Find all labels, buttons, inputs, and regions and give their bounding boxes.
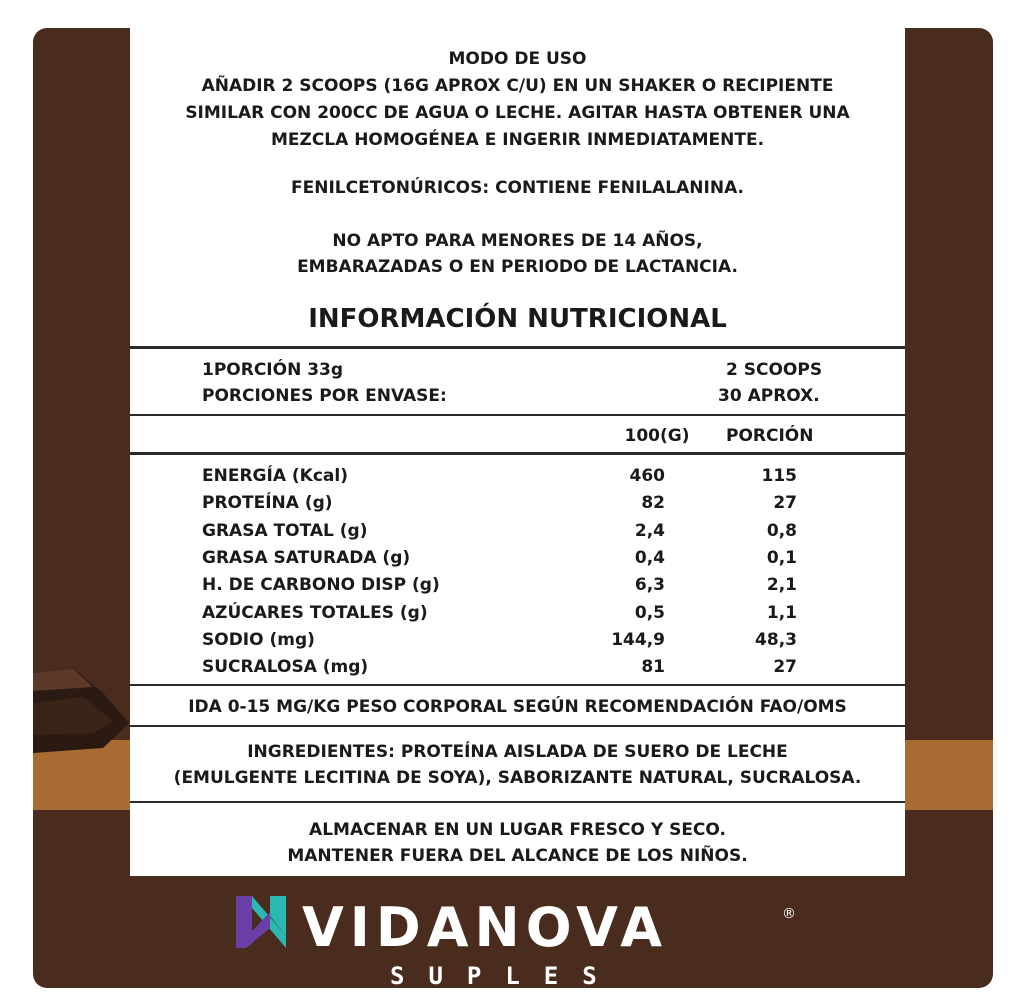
nutrient-per100: 0,4 [634, 547, 665, 568]
servings-value: 30 APROX. [718, 386, 820, 406]
brand-logo [230, 888, 810, 998]
nutrient-per100: 144,9 [611, 629, 665, 650]
age-warning: NO APTO PARA MENORES DE 14 AÑOS, [332, 231, 703, 251]
serving-value: 2 SCOOPS [726, 360, 823, 380]
nutrient-name: SODIO (mg) [202, 629, 315, 650]
nutrient-name: ENERGÍA (Kcal) [202, 466, 348, 486]
usage-line: SIMILAR CON 200CC DE AGUA O LECHE. AGITAR HASTA OBTENER UNA [185, 103, 850, 123]
divider [130, 452, 905, 455]
age-warning: EMBARAZADAS O EN PERIODO DE LACTANCIA. [297, 257, 738, 277]
nutrient-name: AZÚCARES TOTALES (g) [202, 602, 428, 623]
divider [130, 801, 905, 803]
usage-title: MODO DE USO [448, 49, 587, 69]
registered-mark: ® [782, 906, 796, 922]
nutrient-name: H. DE CARBONO DISP (g) [202, 575, 440, 596]
nutrient-per100: 2,4 [634, 520, 665, 541]
serving-label: 1PORCIÓN 33g [202, 360, 344, 380]
nutrient-per100: 460 [629, 466, 665, 486]
col-header-100g: 100(G) [624, 426, 690, 446]
brand-subtitle: SUPLES [390, 962, 621, 990]
vidanova-mark-icon [236, 896, 286, 948]
nutrient-per100: 82 [641, 493, 665, 514]
nutrient-portion: 27 [773, 657, 797, 678]
storage-line: MANTENER FUERA DEL ALCANCE DE LOS NIÑOS. [287, 846, 748, 866]
chocolate-piece-icon [33, 663, 129, 753]
nutrient-name: SUCRALOSA (mg) [202, 657, 369, 678]
nutrient-per100: 81 [641, 657, 665, 678]
col-header-portion: PORCIÓN [726, 426, 814, 446]
divider [130, 684, 905, 686]
nutrient-name: GRASA TOTAL (g) [202, 520, 368, 541]
nutrient-portion: 0,8 [766, 520, 797, 541]
nutrient-portion: 1,1 [766, 602, 797, 623]
ingredients-line: (EMULGENTE LECITINA DE SOYA), SABORIZANTE NATURAL, SUCRALOSA. [173, 768, 862, 788]
nutrition-title: INFORMACIÓN NUTRICIONAL [308, 304, 727, 334]
ingredients-line: INGREDIENTES: PROTEÍNA AISLADA DE SUERO DE LECHE [247, 742, 788, 762]
nutrient-per100: 6,3 [634, 575, 665, 596]
nutrient-per100: 0,5 [634, 602, 665, 623]
ida-note: IDA 0-15 MG/KG PESO CORPORAL SEGÚN RECOMENDACIÓN FAO/OMS [188, 697, 847, 717]
servings-label: PORCIONES POR ENVASE: [202, 386, 447, 406]
divider [130, 346, 905, 349]
usage-line: MEZCLA HOMOGÉNEA E INGERIR INMEDIATAMENTE. [270, 130, 765, 150]
nutrient-name: PROTEÍNA (g) [202, 493, 333, 514]
nutrient-portion: 48,3 [755, 629, 797, 650]
usage-line: AÑADIR 2 SCOOPS (16G APROX C/U) EN UN SHAKER O RECIPIENTE [201, 76, 834, 96]
nutrient-name: GRASA SATURADA (g) [202, 547, 411, 568]
divider [130, 414, 905, 416]
brand-name: VIDANOVA [302, 896, 669, 959]
nutrition-label-panel [130, 28, 905, 876]
nutrient-portion: 27 [773, 493, 797, 514]
nutrient-portion: 2,1 [766, 575, 797, 596]
divider [130, 725, 905, 727]
nutrient-portion: 115 [761, 466, 797, 486]
phenyl-warning: FENILCETONÚRICOS: CONTIENE FENILALANINA. [291, 178, 744, 198]
nutrient-portion: 0,1 [766, 547, 797, 568]
storage-line: ALMACENAR EN UN LUGAR FRESCO Y SECO. [309, 820, 726, 840]
